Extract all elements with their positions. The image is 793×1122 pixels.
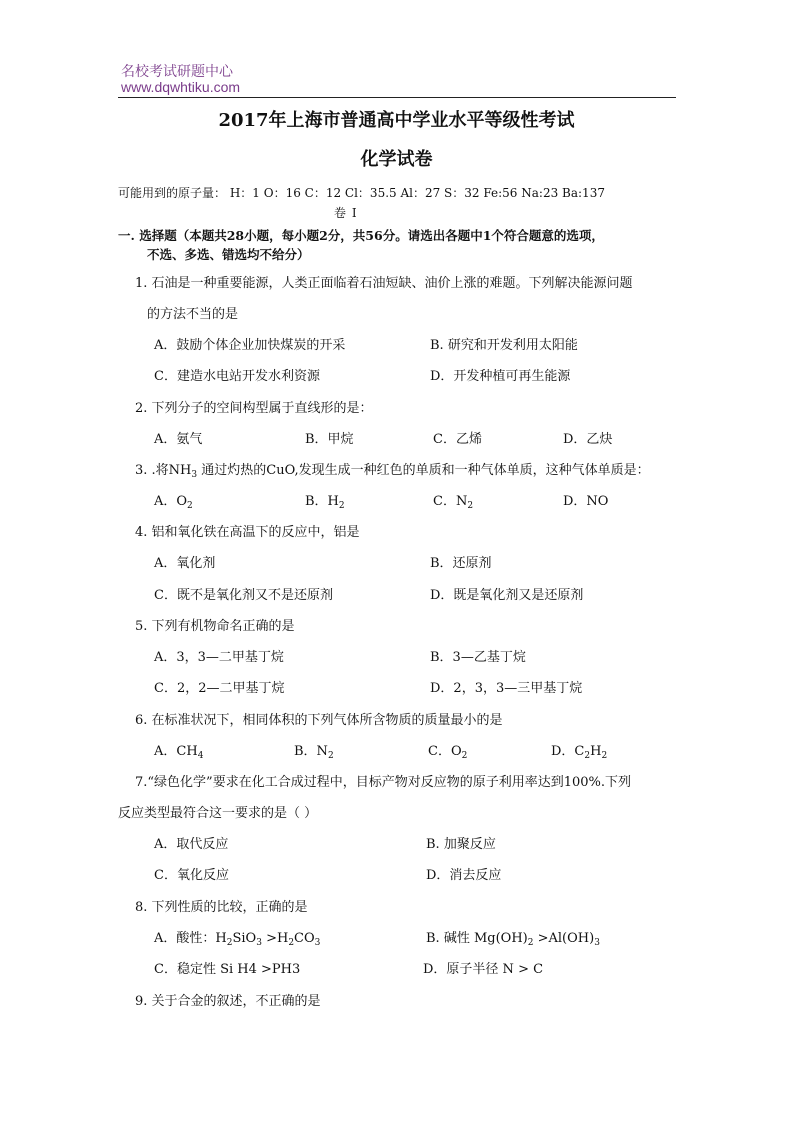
q8-a-m2: >H <box>261 931 289 946</box>
q3-b-sub: 2 <box>338 501 345 511</box>
question-8-stem: 8. 下列性质的比较，正确的是 <box>135 900 308 915</box>
question-3-option-a <box>154 490 193 509</box>
question-3-option-b <box>305 490 345 509</box>
question-3-option-d: D．NO <box>563 494 609 509</box>
question-5-option-d: D．2，3，3—三甲基丁烷 <box>430 681 583 696</box>
q8-a-m1: SiO <box>232 931 257 946</box>
page-title: 2017年上海市普通高中学业水平等级性考试 <box>218 110 575 131</box>
watermark-url[interactable]: www.dqwhtiku.com <box>121 79 241 95</box>
question-6-option-a <box>154 740 203 759</box>
question-5-option-b: B．3—乙基丁烷 <box>430 650 526 665</box>
section-heading-cont: 不选、多选、错选均不给分） <box>147 247 310 262</box>
question-2-option-b: B．甲烷 <box>305 432 354 447</box>
q3-b-text: B．H <box>305 494 339 509</box>
q6-d-sub2: 2 <box>601 751 608 761</box>
section-heading: 一. 选择题（本题共28小题，每小题2分，共56分。请选出各题中1个符合题意的选项， <box>118 228 604 243</box>
q6-c-sub: 2 <box>461 751 468 761</box>
question-2-option-c: C．乙烯 <box>433 432 482 447</box>
question-2-option-a: A．氨气 <box>154 432 203 447</box>
q3-a-text: A．O <box>154 494 188 509</box>
question-6-option-d <box>551 740 607 759</box>
question-4-option-b: B．还原剂 <box>430 556 492 571</box>
q3-c-text: C．N <box>433 494 468 509</box>
q6-b-sub: 2 <box>327 751 334 761</box>
q3-sub: 3 <box>191 470 198 480</box>
q3-a-sub: 2 <box>187 501 193 511</box>
page-subtitle: 化学试卷 <box>360 149 433 170</box>
q8-a-sub4: 3 <box>314 938 321 948</box>
q3-c-sub: 2 <box>467 501 474 511</box>
question-7-stem: 7.“绿色化学”要求在化工合成过程中，目标产物对反应物的原子利用率达到100%.下列 <box>135 775 631 790</box>
q3-stem-part: 3. .将NH <box>135 463 192 478</box>
question-1-option-a: A．鼓励个体企业加快煤炭的开采 <box>154 338 346 353</box>
question-7-option-d: D．消去反应 <box>426 868 502 883</box>
question-4-option-c: C．既不是氧化剂又不是还原剂 <box>154 588 333 603</box>
atomic-masses: 可能用到的原子量： H：1 O：16 C：12 Cl：35.5 Al：27 S：32 Fe:56 Na:23 Ba:137 <box>118 186 605 200</box>
q8-b-text: B. 碱性 Mg(OH) <box>426 931 528 946</box>
q3-stem-rest: 通过灼热的CuO,发现生成一种红色的单质和一种气体单质，这种气体单质是： <box>197 463 650 478</box>
question-5-option-c: C．2，2—二甲基丁烷 <box>154 681 285 696</box>
question-3-stem <box>135 459 650 478</box>
watermark-name: 名校考试研题中心 <box>121 64 233 80</box>
question-7-stem-cont: 反应类型最符合这一要求的是（ ） <box>118 806 318 821</box>
q8-b-m1: >Al(OH) <box>533 931 595 946</box>
q6-b-text: B．N <box>294 744 328 759</box>
q8-a-m3: CO <box>294 931 315 946</box>
question-4-option-d: D．既是氧化剂又是还原剂 <box>430 588 584 603</box>
question-1-stem-cont: 的方法不当的是 <box>147 307 239 322</box>
question-1-option-b: B. 研究和开发利用太阳能 <box>430 338 578 353</box>
header-rule <box>118 97 676 98</box>
q8-a-sub2: 3 <box>256 938 262 948</box>
question-8-option-c: C．稳定性 Si H4 >PH3 <box>154 962 301 977</box>
q8-a-sub1: 2 <box>226 938 233 948</box>
question-6-option-b <box>294 740 334 759</box>
q6-a-sub: 4 <box>197 751 204 761</box>
question-3-option-c <box>433 490 473 509</box>
q8-a-sub3: 2 <box>288 938 295 948</box>
question-1-option-d: D．开发种植可再生能源 <box>430 369 571 384</box>
question-7-option-c: C．氧化反应 <box>154 868 229 883</box>
question-2-stem: 2. 下列分子的空间构型属于直线形的是： <box>135 401 373 416</box>
q8-b-sub1: 2 <box>527 938 534 948</box>
question-6-option-c <box>428 740 467 759</box>
question-8-option-b <box>426 927 600 946</box>
question-1-option-c: C．建造水电站开发水利资源 <box>154 369 320 384</box>
question-4-option-a: A．氧化剂 <box>154 556 216 571</box>
question-5-stem: 5. 下列有机物命名正确的是 <box>135 619 295 634</box>
question-2-option-d: D．乙炔 <box>563 432 613 447</box>
question-9-stem: 9. 关于合金的叙述，不正确的是 <box>135 994 321 1009</box>
question-6-stem: 6. 在标准状况下，相同体积的下列气体所含物质的质量最小的是 <box>135 713 503 728</box>
question-1-stem: 1. 石油是一种重要能源，人类正面临着石油短缺、油价上涨的难题。下列解决能源问题 <box>135 276 633 291</box>
q6-d-text: D．C <box>551 744 585 759</box>
q8-a-text: A．酸性：H <box>154 931 227 946</box>
question-8-option-a <box>154 927 320 946</box>
question-5-option-a: A．3，3—二甲基丁烷 <box>154 650 284 665</box>
question-7-option-b: B. 加聚反应 <box>426 837 496 852</box>
question-7-option-a: A．取代反应 <box>154 837 229 852</box>
volume-label: 卷 Ⅰ <box>334 206 358 220</box>
question-4-stem: 4. 铝和氧化铁在高温下的反应中，铝是 <box>135 525 360 540</box>
q8-b-sub2: 3 <box>594 938 600 948</box>
q6-d-sub1: 2 <box>584 751 591 761</box>
q6-c-text: C．O <box>428 744 462 759</box>
q6-d-mid: H <box>590 744 602 759</box>
question-8-option-d: D．原子半径 N > C <box>423 962 544 977</box>
q6-a-text: A．CH <box>154 744 198 759</box>
